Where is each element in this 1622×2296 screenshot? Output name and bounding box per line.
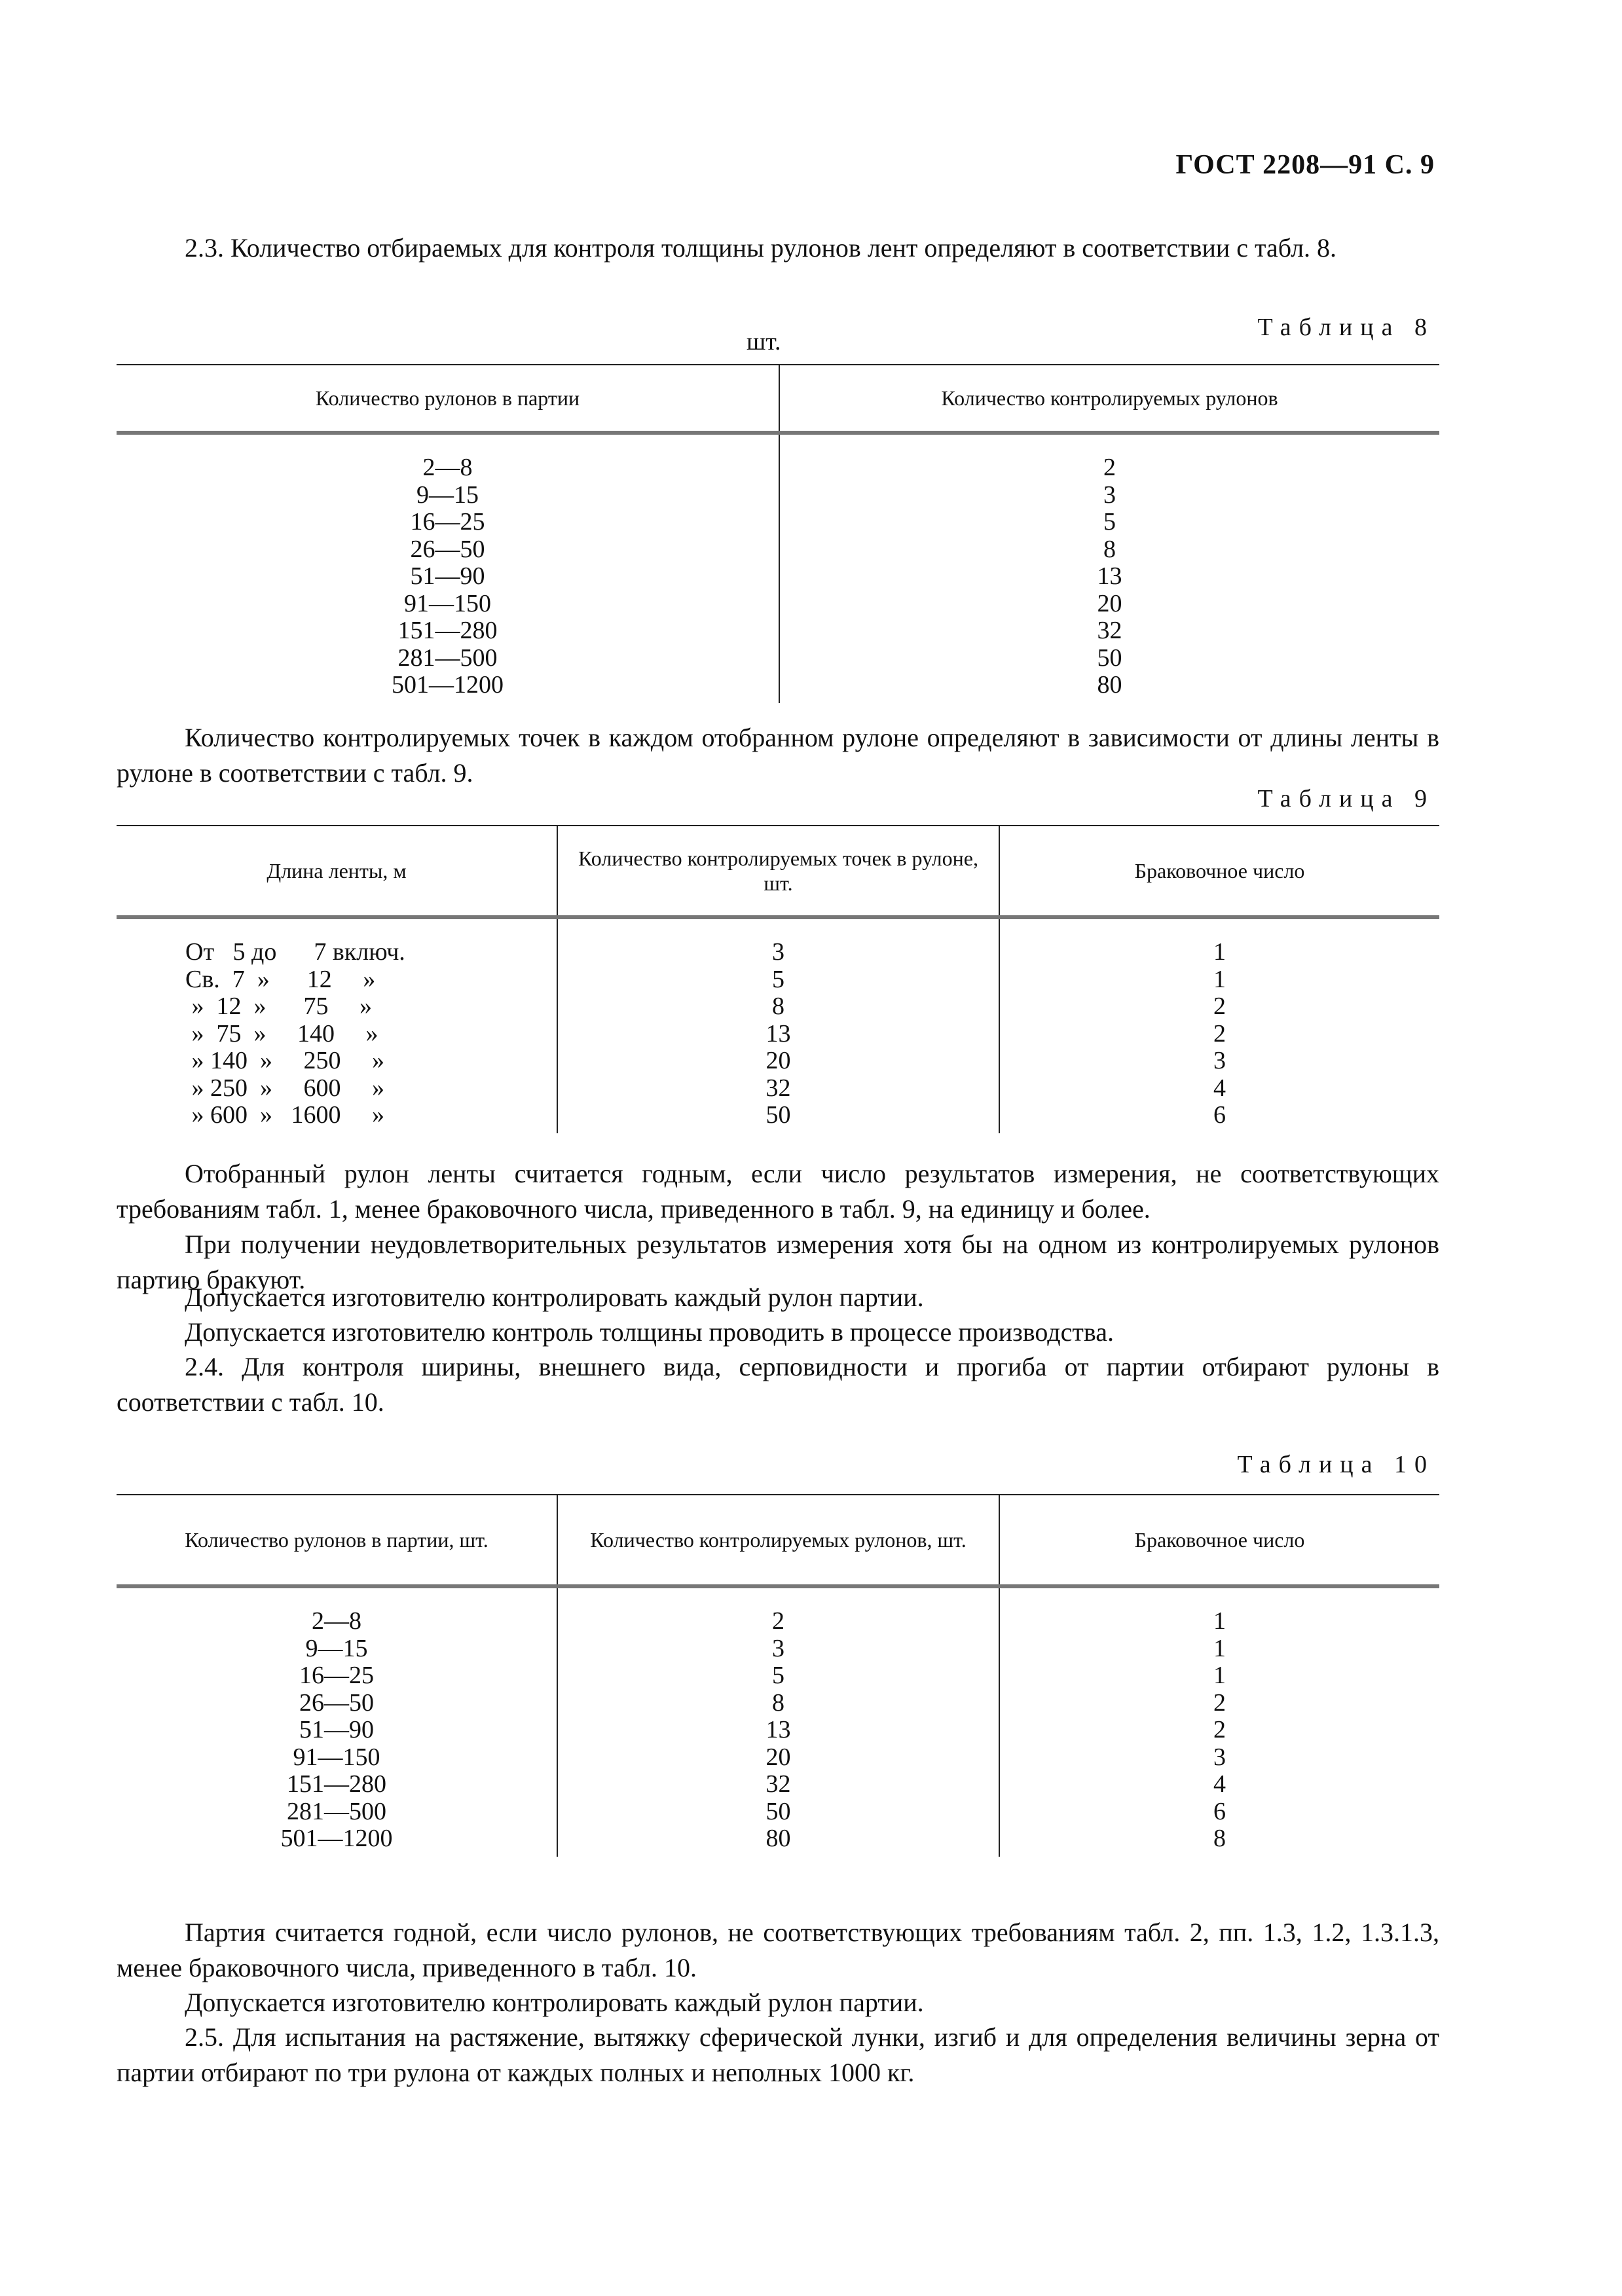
paragraph-batch-ok: Партия считается годной, если число рулонов, не соответствующих требованиям табл. 2, пп. 1.3, 1.2, 1.3.1.3, менее браковочного числа, приведенного в табл. 10. (117, 1918, 1439, 1982)
table-row (117, 563, 1439, 591)
table-row (117, 1690, 1439, 1717)
table-cell: 8 (999, 1825, 1439, 1857)
table-8 (117, 364, 1439, 703)
paragraph-allow-2: Допускается изготовителю контроль толщины проводить в процессе производства. (185, 1317, 1114, 1347)
table-row (117, 591, 1439, 618)
table-cell: 2 (779, 433, 1439, 482)
table-cell: 2—8 (422, 454, 473, 481)
table-cell: 20 (779, 591, 1439, 618)
table-cell: 16—25 (299, 1662, 374, 1689)
table-cell: 20 (557, 1048, 999, 1075)
table-cell: 151—280 (287, 1770, 386, 1798)
table9-body (117, 917, 1439, 1133)
table10-header-reject-number: Браковочное число (999, 1495, 1439, 1586)
table9-header-points: Количество контролируемых точек в рулоне, шт. (557, 826, 999, 917)
table-cell: 3 (999, 1744, 1439, 1772)
table-cell: 80 (779, 672, 1439, 703)
table-cell: 13 (557, 1021, 999, 1048)
table-cell: 51—90 (299, 1716, 374, 1743)
table9-header-reject-number: Браковочное число (999, 826, 1439, 917)
paragraph-2-3: 2.3. Количество отбираемых для контроля толщины рулонов лент определяют в соответствии с табл. 8. (185, 233, 1337, 263)
table-row (117, 509, 1439, 536)
paragraph-2-4: 2.4. Для контроля ширины, внешнего вида, серповидности и прогиба от партии отбирают рулоны в соответствии с табл. 10. (117, 1352, 1439, 1417)
table10-header-rolls-in-batch: Количество рулонов в партии, шт. (117, 1495, 557, 1586)
table-cell: 1 (999, 1586, 1439, 1635)
paragraph-points: Количество контролируемых точек в каждом отобранном рулоне определяют в зависимости от длины ленты в рулоне в соответствии с табл. 9. (117, 723, 1439, 788)
table-row (117, 536, 1439, 564)
table-cell: 32 (779, 617, 1439, 645)
table8-unit: шт. (746, 328, 781, 355)
table8-caption: Таблица 8 (1257, 314, 1435, 341)
table-cell: 9—15 (305, 1634, 368, 1662)
table-row (117, 1635, 1439, 1663)
table-row (117, 1771, 1439, 1798)
table-row (117, 993, 1439, 1021)
table-cell: 151—280 (397, 617, 498, 644)
table-cell: 32 (557, 1771, 999, 1798)
table-cell: 4 (999, 1771, 1439, 1798)
table-cell: 8 (779, 536, 1439, 564)
table-cell: 26—50 (410, 535, 485, 563)
table-cell: От 5 до 7 включ. (185, 938, 405, 966)
table-row (117, 1102, 1439, 1133)
table-row (117, 645, 1439, 672)
table-row (117, 482, 1439, 509)
table-row (117, 1048, 1439, 1075)
table-cell: 50 (557, 1798, 999, 1826)
table-row (117, 1586, 1439, 1635)
table-cell: 2 (999, 1690, 1439, 1717)
table-cell: 50 (557, 1102, 999, 1133)
table-cell: 6 (999, 1102, 1439, 1133)
table-cell: 501—1200 (280, 1825, 393, 1852)
table-cell: 3 (999, 1048, 1439, 1075)
table-row (117, 1825, 1439, 1857)
table-cell: 26—50 (299, 1688, 374, 1717)
table-row (117, 1662, 1439, 1690)
table-cell: 6 (999, 1798, 1439, 1826)
table-cell: 91—150 (404, 589, 491, 617)
table-9 (117, 825, 1439, 1133)
table-cell: 281—500 (397, 644, 498, 672)
table-cell: 13 (779, 563, 1439, 591)
table-row (117, 1021, 1439, 1048)
table-cell: » 600 » 1600 » (185, 1101, 384, 1129)
table-cell: 2 (999, 993, 1439, 1021)
table-cell: 80 (557, 1825, 999, 1857)
table-cell: 16—25 (410, 508, 485, 536)
table-row (117, 617, 1439, 645)
paragraph-reject: При получении неудовлетворительных результатов измерения хотя бы на одном из контролируемых рулонов партию бракуют. (117, 1230, 1439, 1294)
table-cell: 1 (999, 917, 1439, 966)
table-cell: 1 (999, 1662, 1439, 1690)
table-cell: 8 (557, 993, 999, 1021)
table-cell: Св. 7 » 12 » (185, 965, 376, 993)
table8-header-controlled-rolls: Количество контролируемых рулонов (779, 365, 1439, 433)
table10-header-controlled-rolls: Количество контролируемых рулонов, шт. (557, 1495, 999, 1586)
table-row (117, 1717, 1439, 1744)
table9-caption: Таблица 9 (1257, 785, 1435, 812)
table-cell: 501—1200 (392, 671, 504, 699)
table-cell: » 250 » 600 » (185, 1074, 384, 1102)
table-cell: 8 (557, 1690, 999, 1717)
table-cell: » 140 » 250 » (185, 1047, 384, 1074)
table-cell: 1 (999, 1635, 1439, 1663)
table10-body (117, 1586, 1439, 1857)
table-row (117, 917, 1439, 966)
table-cell: 32 (557, 1075, 999, 1102)
table-cell: 3 (557, 917, 999, 966)
table-row (117, 1798, 1439, 1826)
table-cell: » 75 » 140 » (185, 1019, 378, 1048)
table-cell: 3 (779, 482, 1439, 509)
table-cell: 5 (779, 509, 1439, 536)
paragraph-2-5: 2.5. Для испытания на растяжение, вытяжку сферической лунки, изгиб и для определения величины зерна от партии отбирают по три рулона от каждых полных и неполных 1000 кг. (117, 2022, 1439, 2087)
table-cell: 51—90 (410, 562, 485, 590)
table9-header-length: Длина ленты, м (117, 826, 557, 917)
table-cell: 4 (999, 1075, 1439, 1102)
table-cell: 20 (557, 1744, 999, 1772)
table8-header-rolls-in-batch: Количество рулонов в партии (117, 365, 779, 433)
table-cell: 50 (779, 645, 1439, 672)
table-cell: 5 (557, 966, 999, 994)
table-row (117, 1075, 1439, 1102)
paragraph-allow-3: Допускается изготовителю контролировать каждый рулон партии. (185, 1988, 924, 2017)
table-cell: 9—15 (416, 481, 479, 509)
table-cell: 2 (999, 1717, 1439, 1744)
table-cell: » 12 » 75 » (185, 993, 372, 1020)
table-row (117, 1744, 1439, 1772)
table-row (117, 433, 1439, 482)
table10-caption: Таблица 10 (1237, 1451, 1435, 1478)
table-cell: 281—500 (287, 1797, 386, 1825)
table-cell: 2—8 (312, 1607, 361, 1635)
table-cell: 13 (557, 1717, 999, 1744)
paragraph-allow-1: Допускается изготовителю контролировать каждый рулон партии. (185, 1283, 924, 1312)
table-cell: 2 (557, 1586, 999, 1635)
paragraph-roll-ok: Отобранный рулон ленты считается годным, если число результатов измерения, не соответствующих требованиям табл. 1, менее браковочного числа, приведенного в табл. 9, на единицу и более. (117, 1159, 1439, 1224)
table-row (117, 672, 1439, 703)
table-cell: 5 (557, 1662, 999, 1690)
table-10 (117, 1494, 1439, 1857)
table-row (117, 966, 1439, 994)
table-cell: 2 (999, 1021, 1439, 1048)
page-header: ГОСТ 2208—91 С. 9 (1175, 150, 1435, 180)
table-cell: 1 (999, 966, 1439, 994)
table-cell: 3 (557, 1635, 999, 1663)
table8-body (117, 433, 1439, 703)
table-cell: 91—150 (293, 1743, 380, 1771)
